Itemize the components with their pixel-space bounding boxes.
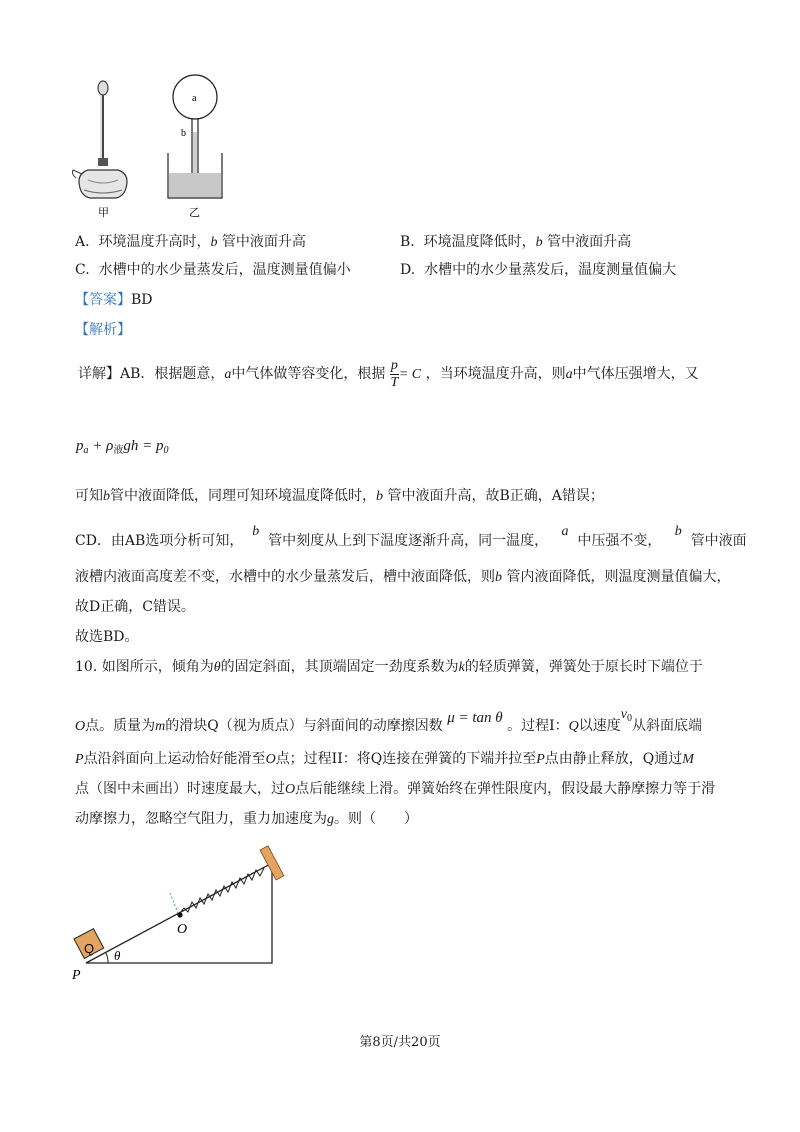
- equation-pressure: $p_a + \rho_液gh = p_0$: [76, 438, 169, 456]
- option-d: D. 水槽中的水少量蒸发后，温度测量值偏大: [400, 262, 677, 278]
- figure-yi-label: 乙: [189, 206, 200, 219]
- figure-jia-label: 甲: [98, 206, 109, 219]
- detail-line-1: 详解】AB．根据题意，a中气体做等容变化，根据 $\frac{p}{T}$ = C ，当环境温度升高，则a中气体压强增大，又: [78, 357, 699, 390]
- detail-line-4: CD．由AB选项分析可知， b 管中刻度从上到下温度逐渐升高，同一温度， a 中压强不变， b 管中液面: [75, 524, 747, 549]
- q10-line-3: P点沿斜面向上运动恰好能滑至O点；过程II：将Q连接在弹簧的下端并拉至P点由静止释放，Q通过M: [75, 751, 694, 767]
- page-footer: 第8页/共20页: [359, 1035, 441, 1050]
- option-c: C. 水槽中的水少量蒸发后，温度测量值偏小: [75, 262, 351, 278]
- angle-arc: [106, 953, 108, 963]
- point-o: [177, 912, 182, 917]
- tube-label-b: b: [181, 128, 186, 139]
- formula-p-over-T: $\frac{p}{T}$: [390, 357, 399, 390]
- label-theta: θ: [114, 948, 121, 963]
- bulb-label-a: a: [192, 93, 197, 104]
- option-a: A. 环境温度升高时，b 管中液面升高: [75, 234, 306, 250]
- option-b: B. 环境温度降低时，b 管中液面升高: [400, 234, 632, 250]
- original-length-mark: [170, 893, 178, 913]
- thermometer-figures: [70, 70, 240, 220]
- detail-line-7: 故选BD。: [75, 629, 139, 645]
- label-q: Q: [84, 941, 95, 956]
- answer-tag: 【答案】: [75, 292, 131, 308]
- detail-line-3: 可知b管中液面降低，同理可知环境温度降低时，b 管中液面升高，故B正确，A错误；: [75, 488, 604, 504]
- answer-value: BD: [131, 292, 153, 308]
- q10-line-5: 动摩擦力，忽略空气阻力，重力加速度为g。则（ ）: [75, 811, 418, 827]
- label-o: O: [177, 922, 188, 937]
- q10-line-1: 10. 如图所示，倾角为θ的固定斜面，其顶端固定一劲度系数为k的轻质弹簧，弹簧处于原长时下端位于: [75, 659, 703, 675]
- q10-line-2: O点。质量为m的滑块Q（视为质点）与斜面间的动摩擦因数 μ = tan θ 。过程I：Q以速度$v_0$从斜面底端: [75, 707, 702, 734]
- analysis-tag: 【解析】: [75, 322, 131, 338]
- mu-formula: μ = tan θ: [447, 710, 503, 726]
- detail-line-6: 故D正确，C错误。: [75, 599, 195, 615]
- q10-line-4: 点（图中未画出）时速度最大，过O点后能继续上滑。弹簧始终在弹性限度内，假设最大静摩擦力等于滑: [75, 781, 716, 797]
- answer-line: [75, 290, 153, 310]
- detail-line-5: 液槽内液面高度差不变，水槽中的水少量蒸发后，槽中液面降低，则b 管内液面降低，则温度测量值偏大，: [75, 569, 731, 585]
- figure-jia: [72, 81, 127, 198]
- incline-figure: [60, 835, 290, 985]
- label-p: P: [72, 968, 81, 983]
